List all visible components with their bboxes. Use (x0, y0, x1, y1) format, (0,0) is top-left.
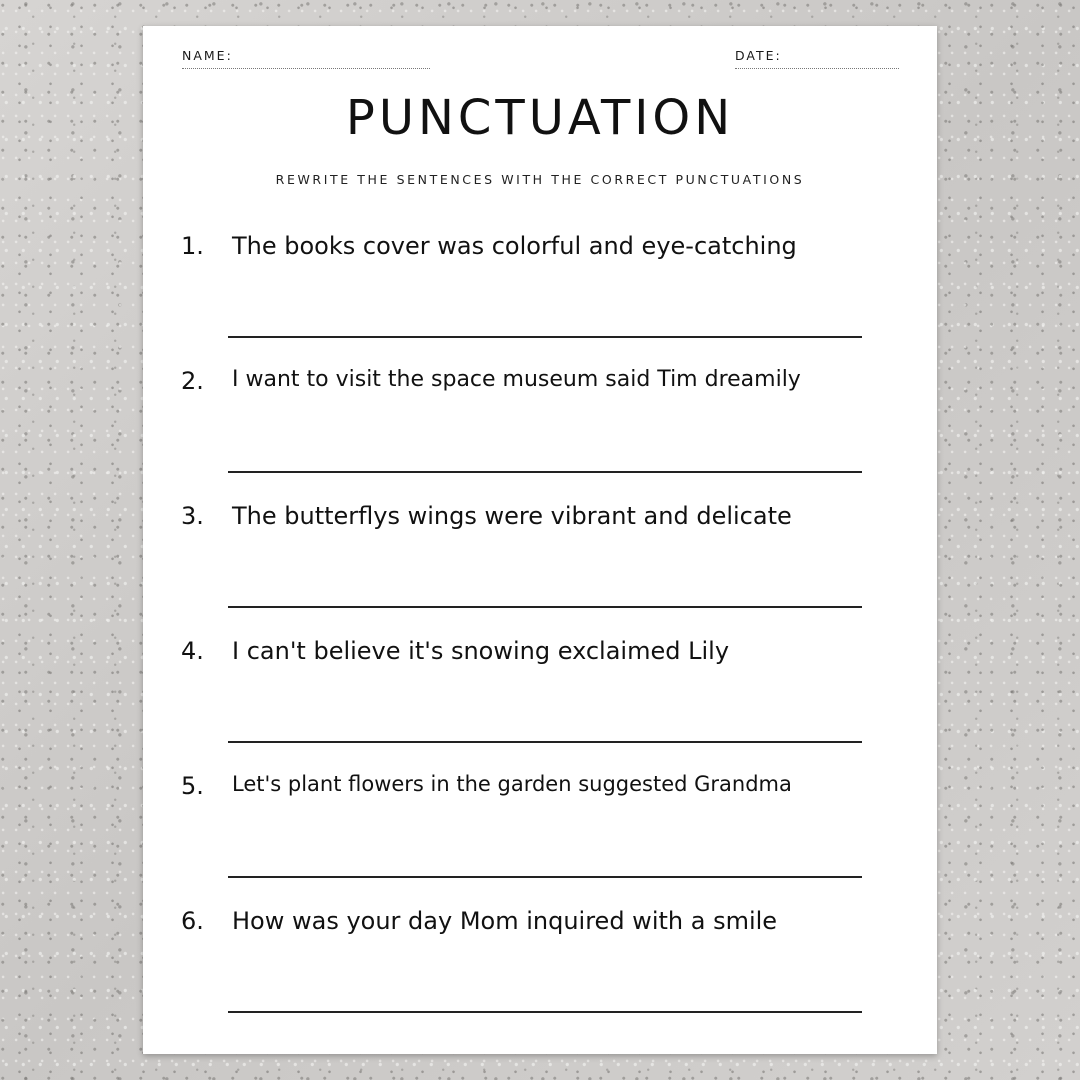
question-item (143, 232, 937, 367)
question-number: 5. (181, 772, 204, 800)
answer-line[interactable] (228, 471, 862, 473)
question-item (143, 367, 937, 502)
answer-line[interactable] (228, 876, 862, 878)
answer-line[interactable] (228, 336, 862, 338)
question-number: 3. (181, 502, 204, 530)
question-text: I can't believe it's snowing exclaimed Lily (232, 637, 730, 665)
question-text: I want to visit the space museum said Tim dreamily (232, 367, 801, 392)
page-title: PUNCTUATION (345, 90, 735, 146)
question-number: 4. (181, 637, 204, 665)
question-item (143, 637, 937, 772)
question-number: 2. (181, 367, 204, 395)
question-text: The butterflys wings were vibrant and delicate (232, 502, 792, 530)
question-item (143, 502, 937, 637)
name-label: NAME: (182, 48, 233, 63)
answer-line[interactable] (228, 606, 862, 608)
question-item (143, 907, 937, 1042)
date-label: DATE: (735, 48, 782, 63)
worksheet-page (143, 26, 937, 1054)
date-field[interactable] (735, 68, 899, 69)
instructions-text: REWRITE THE SENTENCES WITH THE CORRECT PUNCTUATIONS (275, 172, 805, 187)
question-item (143, 772, 937, 907)
question-number: 6. (181, 907, 204, 935)
question-number: 1. (181, 232, 204, 260)
answer-line[interactable] (228, 741, 862, 743)
answer-line[interactable] (228, 1011, 862, 1013)
question-text: The books cover was colorful and eye-catching (232, 232, 797, 260)
question-text: Let's plant flowers in the garden suggested Grandma (232, 772, 792, 796)
name-field[interactable] (182, 68, 430, 69)
question-text: How was your day Mom inquired with a smile (232, 907, 778, 935)
